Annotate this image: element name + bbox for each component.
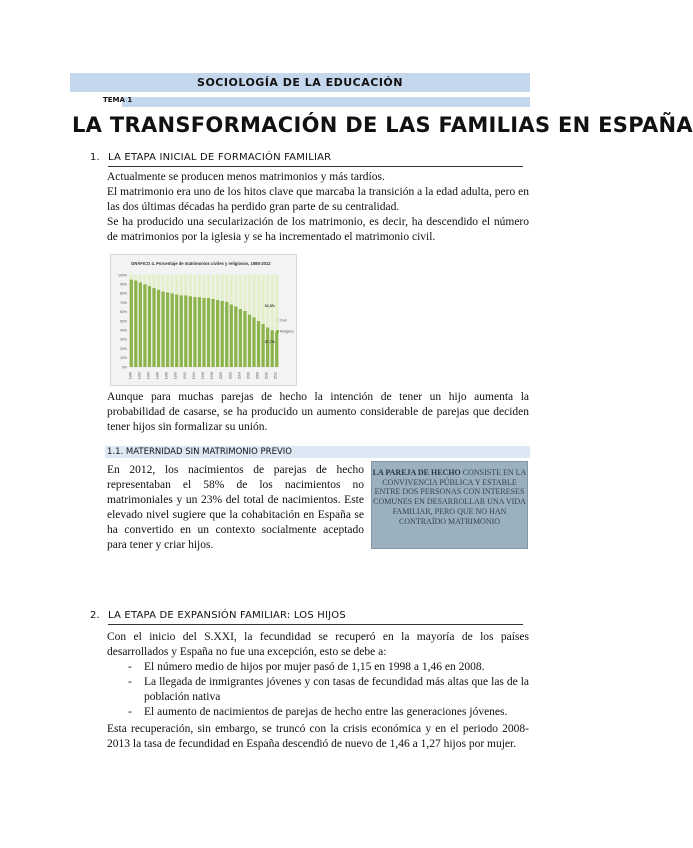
bar-civil bbox=[230, 275, 233, 304]
bar-religioso bbox=[257, 321, 260, 367]
legend-swatch-religioso bbox=[276, 330, 279, 333]
bar-religioso bbox=[248, 315, 251, 367]
bar-civil bbox=[134, 275, 137, 281]
chart-title: GRÁFICO 4. Porcentaje de matrimonios civiles y religiosos, 1980-2012 bbox=[131, 261, 271, 266]
bar-religioso bbox=[161, 292, 164, 367]
bar-religioso bbox=[171, 293, 174, 367]
x-tick-label: 1984 bbox=[146, 372, 151, 380]
x-tick-label: 2010 bbox=[264, 372, 269, 380]
bar-religioso bbox=[175, 294, 178, 367]
legend-label-civil: Civil bbox=[280, 318, 287, 323]
bar-civil bbox=[271, 275, 274, 330]
bar-religioso bbox=[252, 317, 255, 367]
bar-civil bbox=[252, 275, 255, 317]
annotation-civil: 62,3% bbox=[264, 304, 275, 308]
bar-civil bbox=[175, 275, 178, 294]
tema-banner bbox=[122, 97, 530, 107]
bar-religioso bbox=[148, 286, 151, 367]
bar-civil bbox=[143, 275, 146, 284]
definition-text: CONSISTE EN LA CONVIVENCIA PÚBLICA Y ESTABLE ENTRE DOS PERSONAS CON INTERESES COMUNES EN DESARROLLAR UNA VIDA FAMILIAR, PERO QUE NO HAN CONTRAÍDO MATRIMONIO bbox=[373, 468, 527, 526]
y-tick-label: 90% bbox=[119, 282, 127, 287]
bar-civil bbox=[239, 275, 242, 309]
y-tick-label: 10% bbox=[119, 356, 127, 361]
section-2-heading bbox=[90, 610, 346, 621]
x-tick-label: 2002 bbox=[228, 372, 233, 380]
bar-religioso bbox=[166, 292, 169, 367]
paragraph: Actualmente se producen menos matrimonios y más tardíos. bbox=[107, 171, 385, 183]
tema-label: TEMA 1 bbox=[103, 96, 133, 104]
bar-religioso bbox=[243, 311, 246, 367]
bar-religioso bbox=[198, 297, 201, 367]
bar-religioso bbox=[184, 295, 187, 367]
bar-religioso bbox=[225, 302, 228, 367]
bar-religioso bbox=[261, 324, 264, 367]
x-tick-label: 1992 bbox=[182, 372, 187, 380]
x-tick-label: 2008 bbox=[255, 372, 260, 380]
section-2-underline bbox=[108, 624, 523, 625]
x-tick-label: 1988 bbox=[164, 372, 169, 380]
bar-religioso bbox=[221, 301, 224, 367]
section-2-title: LA ETAPA DE EXPANSIÓN FAMILIAR: LOS HIJOS bbox=[108, 610, 346, 621]
bar-religioso bbox=[211, 299, 214, 367]
bullet-text: La llegada de inmigrantes jóvenes y con tasas de fecundidad más altas que las de la población nativa bbox=[144, 676, 529, 703]
bar-civil bbox=[207, 275, 210, 298]
section-1-after-chart: Aunque para muchas parejas de hecho la intención de tener un hijo aumenta la probabilidad de casarse, se ha producido un aumento considerable de parejas que deciden tener hijos sin formalizar su unión. bbox=[107, 391, 529, 433]
x-tick-label: 2006 bbox=[246, 372, 251, 380]
bar-religioso bbox=[266, 327, 269, 367]
bar-religioso bbox=[216, 300, 219, 367]
paragraph: Se ha producido una secularización de los matrimonio, es decir, ha descendido el número de matrimonios por la iglesia y se ha incrementado el matrimonio civil. bbox=[107, 216, 529, 243]
bullet-text: El número medio de hijos por mujer pasó de 1,15 en 1998 a 1,46 en 2008. bbox=[144, 661, 485, 673]
section-2-intro: Con el inicio del S.XXI, la fecundidad se recuperó en la mayoría de los países desarrollados y España no fue una excepción, esto se debe a: bbox=[107, 631, 529, 658]
bar-civil bbox=[171, 275, 174, 293]
legend-swatch-civil bbox=[276, 319, 279, 322]
marriage-chart-svg bbox=[111, 255, 296, 385]
subsection-heading: 1.1. MATERNIDAD SIN MATRIMONIO PREVIO bbox=[107, 447, 292, 457]
bar-civil bbox=[234, 275, 237, 306]
bar-religioso bbox=[230, 304, 233, 367]
bar-civil bbox=[152, 275, 155, 288]
x-tick-label: 2012 bbox=[273, 372, 278, 380]
bar-civil bbox=[180, 275, 183, 295]
bar-civil bbox=[225, 275, 228, 302]
x-tick-label: 2000 bbox=[219, 372, 224, 380]
bar-civil bbox=[161, 275, 164, 292]
bar-civil bbox=[216, 275, 219, 300]
bar-civil bbox=[261, 275, 264, 324]
x-tick-label: 1980 bbox=[128, 372, 133, 380]
bar-civil bbox=[184, 275, 187, 295]
section-1-title: LA ETAPA INICIAL DE FORMACIÓN FAMILIAR bbox=[108, 152, 332, 163]
bar-civil bbox=[221, 275, 224, 301]
bar-religioso bbox=[130, 280, 133, 367]
bar-civil bbox=[275, 275, 278, 332]
bar-civil bbox=[243, 275, 246, 311]
marriage-chart bbox=[110, 254, 297, 386]
bar-civil bbox=[139, 275, 142, 282]
bar-civil bbox=[202, 275, 205, 298]
bar-civil bbox=[148, 275, 151, 286]
x-tick-label: 1994 bbox=[191, 372, 196, 380]
y-tick-label: 60% bbox=[119, 310, 127, 315]
page-title: LA TRANSFORMACIÓN DE LAS FAMILIAS EN ESPAÑA bbox=[72, 113, 693, 137]
bar-religioso bbox=[207, 298, 210, 367]
definition-lead: LA PAREJA DE HECHO bbox=[372, 468, 461, 477]
y-tick-label: 100% bbox=[118, 273, 127, 278]
bullet-item: - El aumento de nacimientos de parejas de hecho entre las generaciones jóvenes. bbox=[128, 706, 508, 718]
bar-religioso bbox=[275, 332, 278, 367]
section-1-body bbox=[107, 170, 529, 245]
y-tick-label: 70% bbox=[119, 300, 127, 305]
paragraph: El matrimonio era uno de los hitos clave que marcaba la transición a la edad adulta, pero en las dos últimas décadas ha perdido gran parte de su centralidad. bbox=[107, 186, 529, 213]
bar-religioso bbox=[152, 288, 155, 367]
y-tick-label: 40% bbox=[119, 328, 127, 333]
section-1-underline bbox=[108, 166, 523, 167]
bar-religioso bbox=[139, 282, 142, 367]
section-2-closing: Esta recuperación, sin embargo, se truncó con la crisis económica y en el periodo 2008-2013 la tasa de fecundidad en España descendió de nuevo de 1,46 a 1,27 hijos por mujer. bbox=[107, 723, 529, 750]
section-1-number: 1. bbox=[90, 152, 100, 163]
bar-religioso bbox=[134, 281, 137, 367]
bar-civil bbox=[166, 275, 169, 292]
x-tick-label: 1998 bbox=[210, 372, 215, 380]
bar-civil bbox=[189, 275, 192, 296]
legend-label-religioso: Religioso bbox=[280, 329, 294, 334]
bar-religioso bbox=[189, 296, 192, 367]
definition-box bbox=[371, 461, 528, 549]
bullet-text: El aumento de nacimientos de parejas de hecho entre las generaciones jóvenes. bbox=[144, 706, 508, 718]
y-tick-label: 80% bbox=[119, 291, 127, 296]
bar-religioso bbox=[193, 297, 196, 367]
section-1-heading bbox=[90, 152, 331, 163]
bullet-item: - La llegada de inmigrantes jóvenes y con tasas de fecundidad más altas que las de la población nativa bbox=[128, 676, 529, 703]
bar-civil bbox=[198, 275, 201, 297]
bar-civil bbox=[157, 275, 160, 290]
x-tick-label: 1986 bbox=[155, 372, 160, 380]
bar-civil bbox=[248, 275, 251, 315]
bar-religioso bbox=[180, 295, 183, 367]
y-tick-label: 50% bbox=[119, 319, 127, 324]
subject-title: SOCIOLOGÍA DE LA EDUCACIÓN bbox=[197, 76, 403, 89]
x-tick-label: 1990 bbox=[173, 372, 178, 380]
y-tick-label: 0% bbox=[121, 365, 127, 370]
section-2-bullets bbox=[107, 660, 529, 720]
section-2-number: 2. bbox=[90, 610, 100, 621]
bar-civil bbox=[266, 275, 269, 327]
bar-civil bbox=[211, 275, 214, 299]
bar-civil bbox=[130, 275, 133, 280]
annotation-religioso: 37,7% bbox=[264, 340, 275, 344]
bar-religioso bbox=[143, 284, 146, 367]
x-tick-label: 1982 bbox=[137, 372, 142, 380]
bar-religioso bbox=[239, 309, 242, 367]
bar-religioso bbox=[157, 290, 160, 367]
bar-religioso bbox=[202, 298, 205, 367]
x-tick-label: 2004 bbox=[237, 372, 242, 380]
bar-religioso bbox=[271, 330, 274, 367]
bar-civil bbox=[257, 275, 260, 321]
bullet-item: - El número medio de hijos por mujer pasó de 1,15 en 1998 a 1,46 en 2008. bbox=[128, 661, 485, 673]
x-tick-label: 1996 bbox=[201, 372, 205, 380]
bar-religioso bbox=[234, 306, 237, 367]
subsection-text: En 2012, los nacimientos de parejas de hecho representaban el 58% de los nacimientos no matrimoniales y un 23% del total de nacimientos. Este elevado nivel sugiere que la cohabitación en España se ha convertido en un contexto socialmente aceptado para tener y criar hijos. bbox=[107, 464, 364, 551]
bar-civil bbox=[193, 275, 196, 297]
y-tick-label: 30% bbox=[119, 337, 127, 342]
y-tick-label: 20% bbox=[119, 346, 127, 351]
